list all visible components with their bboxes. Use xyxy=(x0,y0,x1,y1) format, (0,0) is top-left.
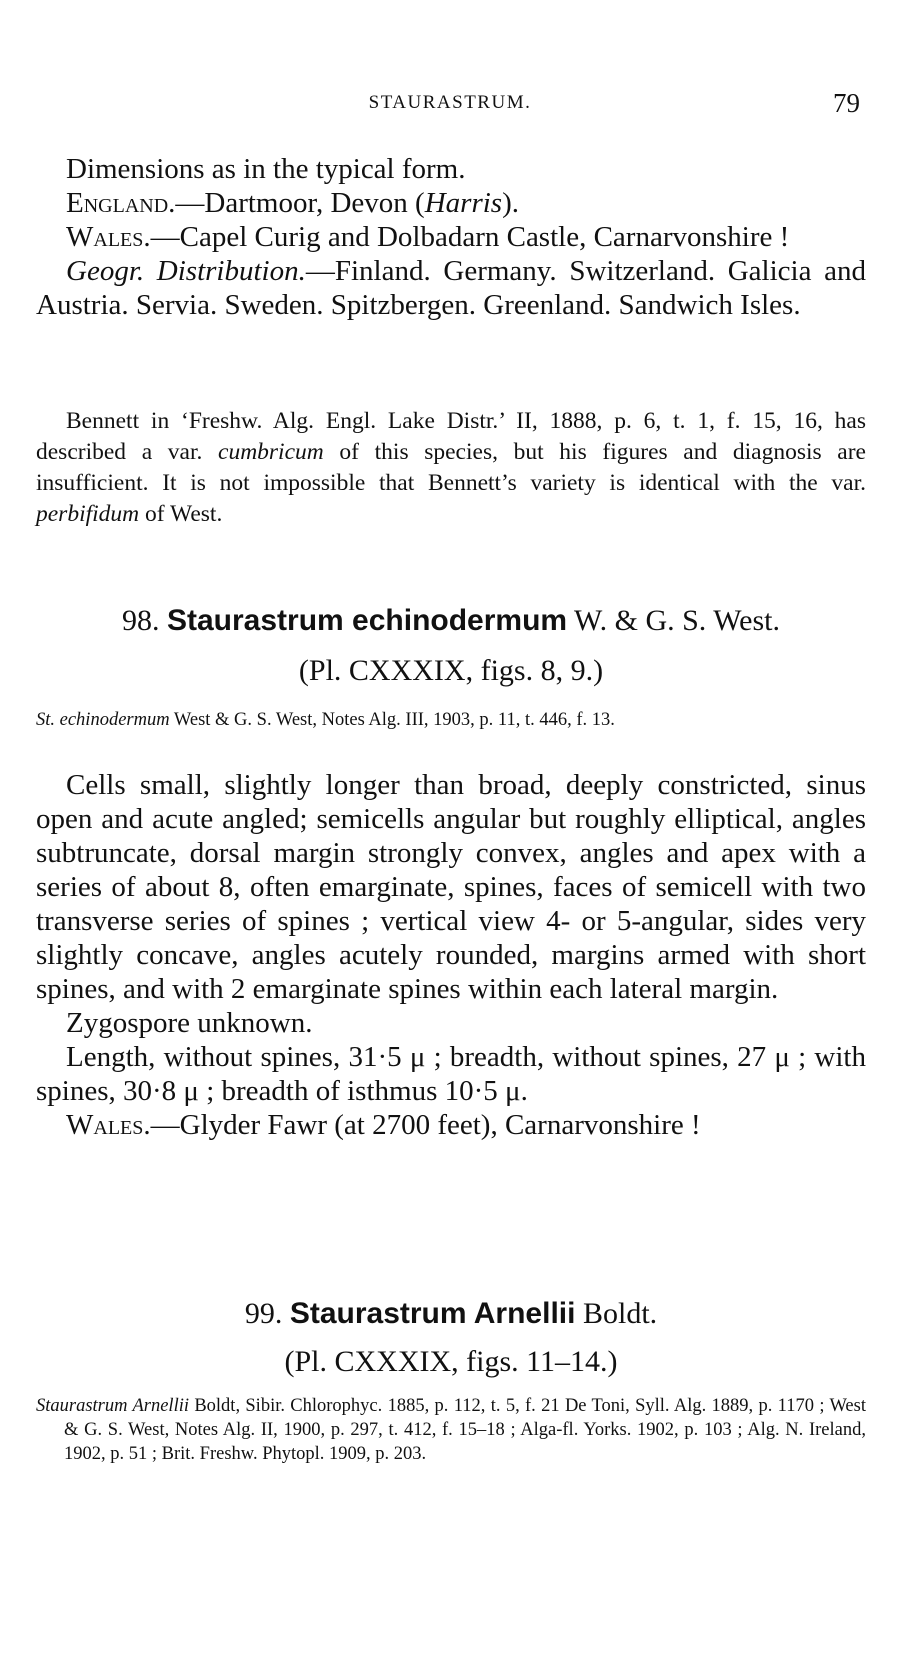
species-98-number: 98. xyxy=(122,604,160,637)
species-98-body xyxy=(36,768,866,1142)
species-99-plate: (Pl. CXXXIX, figs. 11–14.) xyxy=(284,1345,618,1378)
species-98-zygospore: Zygospore unknown. xyxy=(66,1007,313,1039)
geogr-text: —Finland. Germany. Switzerland. Galicia and Austria. Servia. Sweden. Spitzbergen. Greenland. Sandwich Isles. xyxy=(36,255,867,321)
running-head xyxy=(40,88,860,122)
note-part3: of West. xyxy=(139,501,223,527)
species-99-heading xyxy=(36,1295,866,1333)
england-label: England. xyxy=(66,187,176,219)
species-98-wales xyxy=(36,1108,866,1142)
england-text: —Dartmoor, Devon ( xyxy=(175,187,425,219)
england-collector: Harris xyxy=(424,187,503,219)
bennett-note xyxy=(36,406,866,530)
species-98-ref-name: St. echinodermum xyxy=(36,710,170,730)
bennett-note-paragraph xyxy=(36,406,866,530)
england-locality xyxy=(36,186,866,220)
species-98-reference xyxy=(36,708,866,732)
note-var-cumbricum: cumbricum xyxy=(218,439,324,465)
note-var-perbifidum: perbifidum xyxy=(36,501,140,527)
species-99-name: Staurastrum Arnellii xyxy=(289,1297,576,1330)
page-number: 79 xyxy=(833,88,860,118)
species-99-reference xyxy=(36,1394,866,1466)
species-99-reference-line xyxy=(36,1394,866,1466)
species-98-wales-label: Wales. xyxy=(66,1109,151,1141)
species-98-plate: (Pl. CXXXIX, figs. 8, 9.) xyxy=(298,654,604,687)
wales-text: —Capel Curig and Dolbadarn Castle, Carnarvonshire ! xyxy=(150,221,790,253)
dimensions-line: Dimensions as in the typical form. xyxy=(66,153,466,185)
species-98-ref-text: West & G. S. West, Notes Alg. III, 1903, p. 11, t. 446, f. 13. xyxy=(169,710,615,730)
species-99-ref-name: Staurastrum Arnellii xyxy=(36,1396,189,1416)
geographic-distribution xyxy=(36,254,866,322)
species-99-authority: Boldt. xyxy=(575,1297,658,1330)
species-98-heading xyxy=(36,602,866,640)
england-close: ). xyxy=(502,187,519,219)
note-part1: Bennett in ‘Freshw. Alg. Engl. Lake Distr.’ II, 1888, p. 6, t. 1, f. 15, 16, has described a var. xyxy=(36,408,866,465)
species-98-name: Staurastrum echinodermum xyxy=(167,604,568,637)
running-title: STAURASTRUM. xyxy=(368,92,532,113)
species-98-description: Cells small, slightly longer than broad, deeply constricted, sinus open and acute angled; semicells angular but roughly elliptical, angles subtruncate, dorsal margin strongly convex, angles and apex with a series of about 8, often emarginate, spines, faces of semicell with two transverse series of spines ; vertical view 4- or 5-angular, sides very slightly concave, angles acutely rounded, margins armed with short spines, and with 2 emarginate spines within each lateral margin. xyxy=(36,769,866,1005)
note-part2: of this species, but his figures and diagnosis are insufficient. It is not impossible that Bennett’s variety is identical with the var. xyxy=(36,439,866,496)
species-99-number: 99. xyxy=(244,1297,283,1330)
species-98-measurements: Length, without spines, 31·5 μ ; breadth, without spines, 27 μ ; with spines, 30·8 μ ; breadth of isthmus 10·5 μ. xyxy=(36,1041,866,1107)
wales-label: Wales. xyxy=(66,221,151,253)
species-98-reference-line xyxy=(36,708,866,732)
species-98-authority: W. & G. S. West. xyxy=(567,604,780,637)
wales-locality xyxy=(36,220,866,254)
geogr-label: Geogr. Distribution. xyxy=(66,255,306,287)
species-99-ref-text: Boldt, Sibir. Chlorophyc. 1885, p. 112, t. 5, f. 21 De Toni, Syll. Alg. 1889, p. 1170 ; West & G. S. West, Notes Alg. II, 1900, p. 297, t. 412, f. 15–18 ; Alga-fl. Yorks. 1902, p. 103 ; Alg. N. Ireland, 1902, p. 51 ; Brit. Freshw. Phytopl. 1909, p. 203. xyxy=(64,1396,866,1464)
species-98-wales-text: —Glyder Fawr (at 2700 feet), Carnarvonshire ! xyxy=(150,1109,701,1141)
section-97-continuation xyxy=(36,152,866,322)
